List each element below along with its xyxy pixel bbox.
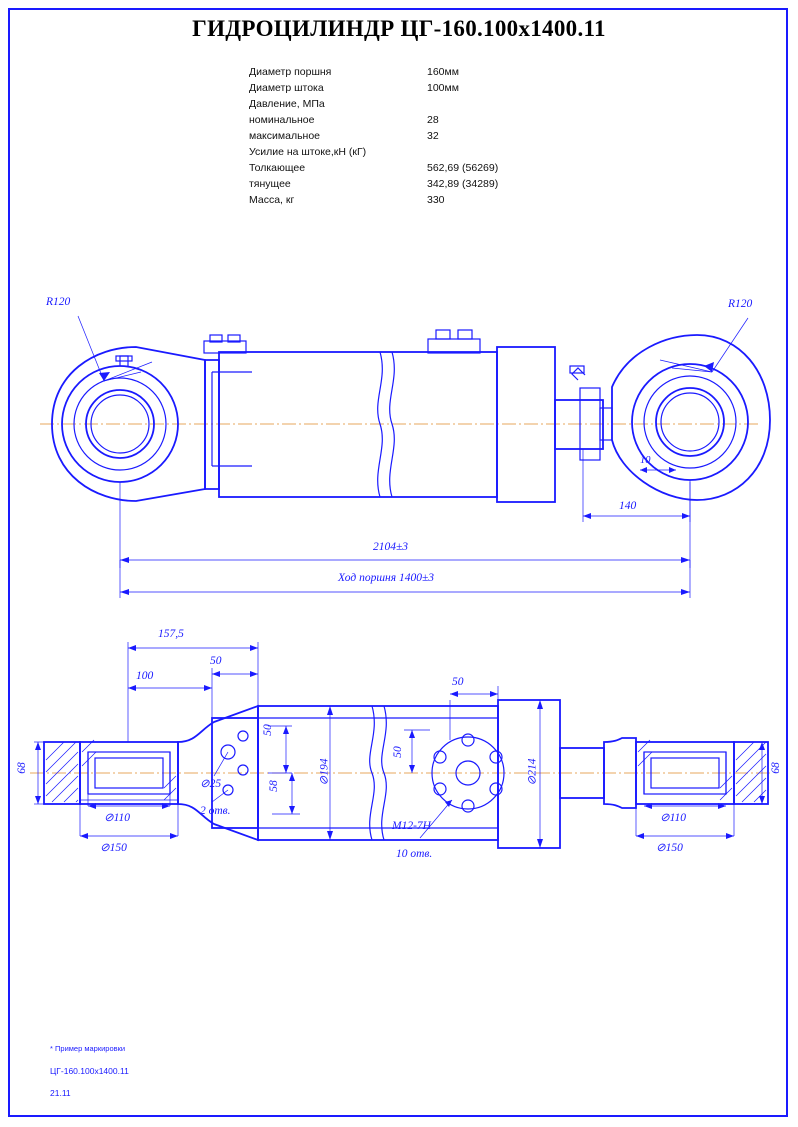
- spec-value-3: 28: [427, 114, 439, 126]
- spec-label-7: тянущее: [249, 178, 291, 190]
- dim-100: 100: [136, 670, 154, 682]
- dim-10-holes: 10 отв.: [396, 848, 433, 860]
- page-title: ГИДРОЦИЛИНДР ЦГ-160.100х1400.11: [192, 16, 606, 41]
- dim-68-right: 68: [769, 762, 782, 774]
- footer-code: 21.11: [50, 1088, 71, 1098]
- dim-157-5: 157,5: [158, 628, 184, 640]
- dim-d194: ⊘194: [318, 758, 331, 786]
- dim-d214: ⊘214: [526, 758, 539, 786]
- dim-68-left: 68: [15, 762, 28, 774]
- footer-note: * Пример маркировки: [50, 1044, 126, 1053]
- spec-value-7: 342,89 (34289): [427, 178, 499, 190]
- spec-value-6: 562,69 (56269): [427, 162, 499, 174]
- dim-d110-right: ⊘110: [660, 812, 687, 824]
- dim-thread: M12-7H: [392, 820, 431, 832]
- dim-140: 140: [619, 500, 637, 512]
- dim-r120-right: R120: [728, 298, 753, 310]
- spec-label-5: Усилие на штоке,кН (кГ): [249, 146, 367, 158]
- spec-label-2: Давление, МПа: [249, 98, 325, 110]
- dim-d150-left: ⊘150: [100, 842, 127, 854]
- spec-value-4: 32: [427, 130, 439, 142]
- dim-50-top: 50: [210, 655, 222, 667]
- dim-d110-left: ⊘110: [104, 812, 131, 824]
- spec-label-4: максимальное: [249, 130, 321, 142]
- spec-value-0: 160мм: [427, 66, 459, 78]
- spec-value-8: 330: [427, 194, 445, 206]
- footer-mark: ЦГ-160.100х1400.11: [50, 1066, 129, 1076]
- spec-label-0: Диаметр поршня: [249, 66, 332, 78]
- spec-label-1: Диаметр штока: [249, 82, 324, 94]
- spec-label-8: Масса, кг: [249, 194, 295, 206]
- spec-label-3: номинальное: [249, 114, 315, 126]
- dim-58: 58: [267, 780, 280, 792]
- spec-value-1: 100мм: [427, 82, 459, 94]
- dim-2-holes: 2 отв.: [200, 805, 231, 817]
- dim-50-right: 50: [452, 676, 464, 688]
- dim-50-vert-right: 50: [391, 746, 404, 758]
- top-view-assembly: [40, 316, 770, 598]
- dim-r120-left: R120: [46, 296, 71, 308]
- dim-d25: ⊘25: [200, 778, 222, 790]
- dim-total-length: 2104±3: [373, 541, 409, 553]
- dim-d150-right: ⊘150: [656, 842, 683, 854]
- dim-stroke: Ход поршня 1400±3: [338, 572, 435, 584]
- dim-50-vert-left: 50: [261, 724, 274, 736]
- spec-label-6: Толкающее: [249, 162, 306, 174]
- dim-10: 10: [640, 455, 651, 466]
